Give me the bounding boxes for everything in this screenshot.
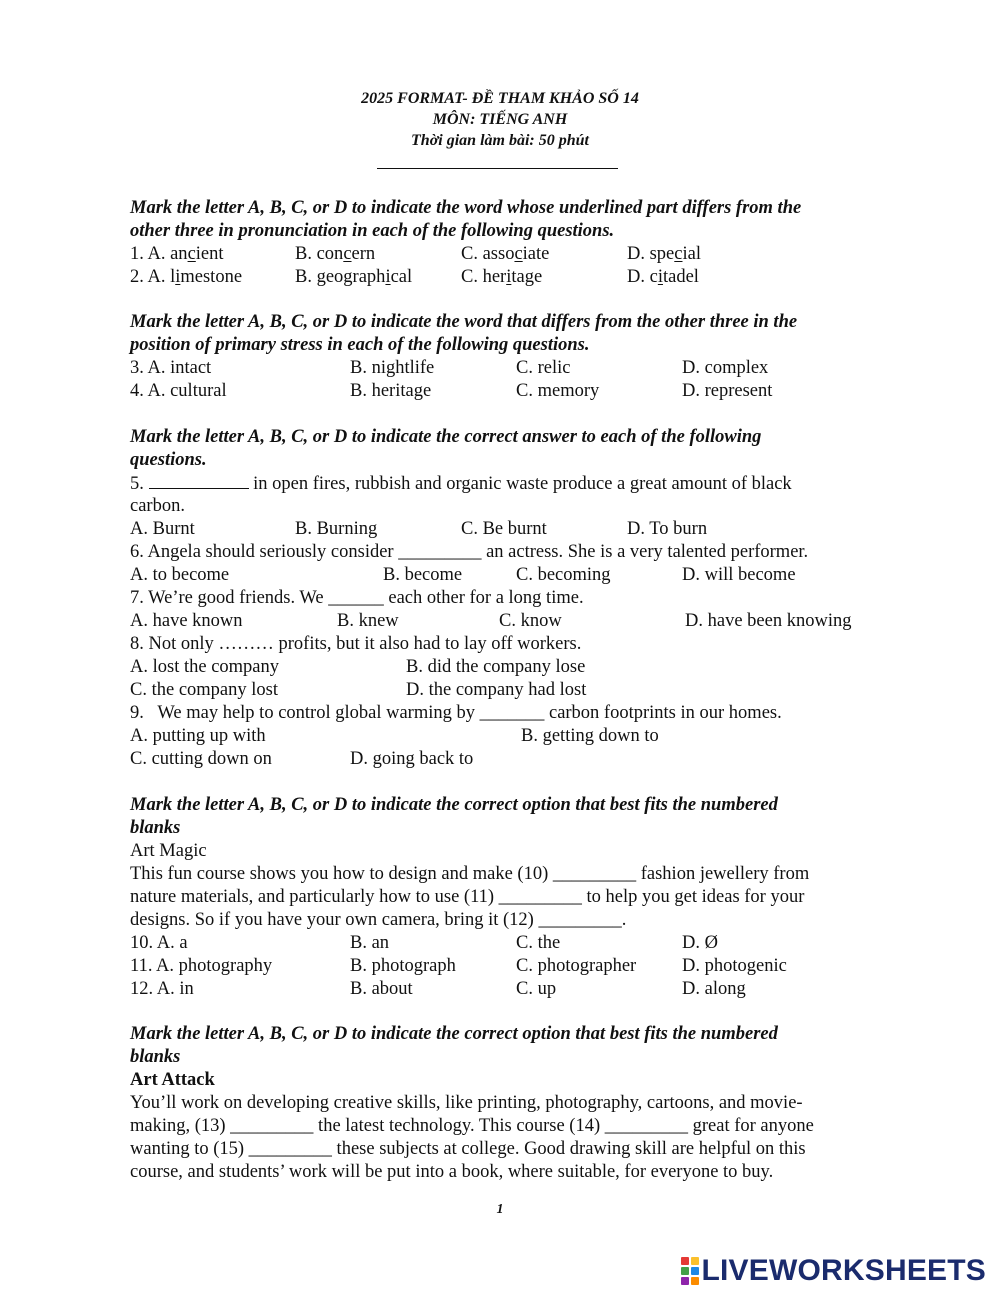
passage-2-line-3: wanting to (15) _________ these subjects at college. Good drawing skill are helpful on this (130, 1139, 806, 1159)
q3-option-a: 3. A. intact (130, 358, 212, 378)
q7-option-b: B. knew (337, 611, 399, 631)
exam-time: Thời gian làm bài: 50 phút (411, 132, 589, 149)
q12-option-b: B. about (350, 979, 413, 999)
q5-option-c: C. Be burnt (461, 519, 547, 539)
q4-option-d: D. represent (682, 381, 773, 401)
liveworksheets-logo (681, 1254, 987, 1288)
q8-option-b: B. did the company lose (406, 657, 586, 677)
q5-stem: 5. in open fires, rubbish and organic waste produce a great amount of black (130, 474, 792, 494)
q12-option-d: D. along (682, 979, 746, 999)
q12-option-a: 12. A. in (130, 979, 194, 999)
q2-option-a: 2. A. limestone (130, 267, 243, 287)
instruction-pronunciation: Mark the letter A, B, C, or D to indicate the word whose underlined part differs from the (130, 198, 802, 218)
q6-option-b: B. become (383, 565, 463, 585)
q11-option-c: C. photographer (516, 956, 637, 976)
passage-2-line-1: You’ll work on developing creative skills, like printing, photography, cartoons, and movie- (130, 1093, 803, 1113)
q9-option-c: C. cutting down on (130, 749, 272, 769)
q6-option-d: D. will become (682, 565, 796, 585)
q11-option-d: D. photogenic (682, 956, 787, 976)
instruction-stress: Mark the letter A, B, C, or D to indicate the word that differs from the other three in the (130, 312, 798, 332)
page-number: 1 (496, 1202, 504, 1217)
q5-blank (149, 472, 249, 489)
q9-option-b: B. getting down to (521, 726, 659, 746)
q4-option-a: 4. A. cultural (130, 381, 227, 401)
q7-stem: 7. We’re good friends. We ______ each other for a long time. (130, 588, 584, 608)
passage-1-line-1: This fun course shows you how to design and make (10) _________ fashion jewellery from (130, 864, 810, 884)
q5-stem-cont: carbon. (130, 496, 185, 516)
instruction-cloze-2-cont: blanks (130, 1047, 181, 1067)
instruction-cloze-1-cont: blanks (130, 818, 181, 838)
q4-option-c: C. memory (516, 381, 600, 401)
instruction-grammar-cont: questions. (130, 450, 207, 470)
logo-square (691, 1267, 699, 1275)
q2-option-b: B. geographical (295, 267, 413, 287)
q6-stem: 6. Angela should seriously consider _________ an actress. She is a very talented performer. (130, 542, 809, 562)
logo-square (681, 1267, 689, 1275)
instruction-pronunciation-cont: other three in pronunciation in each of the following questions. (130, 221, 615, 241)
q11-option-a: 11. A. photography (130, 956, 273, 976)
q5-option-b: B. Burning (295, 519, 378, 539)
instruction-cloze-2: Mark the letter A, B, C, or D to indicate the correct option that best fits the numbered (130, 1024, 778, 1044)
logo-grid-icon (681, 1257, 699, 1285)
q1-option-c: C. associate (461, 244, 550, 264)
logo-square (691, 1277, 699, 1285)
q7-option-a: A. have known (130, 611, 243, 631)
logo-square (681, 1257, 689, 1265)
exam-subject: MÔN: TIẾNG ANH (432, 111, 568, 128)
passage-title-art-attack: Art Attack (130, 1070, 215, 1090)
q9-option-d: D. going back to (350, 749, 474, 769)
passage-1-line-2: nature materials, and particularly how to use (11) _________ to help you get ideas for your (130, 887, 805, 907)
q4-option-b: B. heritage (350, 381, 432, 401)
q11-option-b: B. photograph (350, 956, 456, 976)
instruction-stress-cont: position of primary stress in each of the following questions. (130, 335, 590, 355)
q1-option-a: 1. A. ancient (130, 244, 224, 264)
q6-option-c: C. becoming (516, 565, 611, 585)
q9-stem: 9. We may help to control global warming by _______ carbon footprints in our homes. (130, 703, 782, 723)
q10-option-b: B. an (350, 933, 390, 953)
passage-title-art-magic: Art Magic (130, 841, 207, 861)
q1-option-d: D. special (627, 244, 701, 264)
q5-option-a: A. Burnt (130, 519, 195, 539)
passage-2-line-4: course, and students’ work will be put into a book, where suitable, for everyone to buy. (130, 1162, 774, 1182)
q8-option-a: A. lost the company (130, 657, 280, 677)
q7-option-c: C. know (499, 611, 562, 631)
q3-option-b: B. nightlife (350, 358, 435, 378)
q2-option-c: C. heritage (461, 267, 543, 287)
instruction-cloze-1: Mark the letter A, B, C, or D to indicate the correct option that best fits the numbered (130, 795, 778, 815)
passage-2-line-2: making, (13) _________ the latest technology. This course (14) _________ great for anyone (130, 1116, 814, 1136)
instruction-grammar: Mark the letter A, B, C, or D to indicate the correct answer to each of the following (130, 427, 762, 447)
q5-option-d: D. To burn (627, 519, 708, 539)
q12-option-c: C. up (516, 979, 557, 999)
header-divider (377, 168, 618, 169)
logo-square (691, 1257, 699, 1265)
q8-option-d: D. the company had lost (406, 680, 587, 700)
q1-option-b: B. concern (295, 244, 376, 264)
passage-1-line-3: designs. So if you have your own camera, bring it (12) _________. (130, 910, 627, 930)
q3-option-d: D. complex (682, 358, 769, 378)
q10-option-d: D. Ø (682, 933, 718, 953)
logo-square (681, 1277, 689, 1285)
q3-option-c: C. relic (516, 358, 571, 378)
q10-option-a: 10. A. a (130, 933, 188, 953)
q6-option-a: A. to become (130, 565, 230, 585)
q9-option-a: A. putting up with (130, 726, 266, 746)
q7-option-d: D. have been knowing (685, 611, 852, 631)
logo-text: LIVEWORKSHEETS (701, 1254, 986, 1287)
exam-title: 2025 FORMAT- ĐỀ THAM KHẢO SỐ 14 (361, 90, 639, 107)
q8-stem: 8. Not only ……… profits, but it also had to lay off workers. (130, 634, 582, 654)
q2-option-d: D. citadel (627, 267, 699, 287)
q8-option-c: C. the company lost (130, 680, 278, 700)
q10-option-c: C. the (516, 933, 561, 953)
